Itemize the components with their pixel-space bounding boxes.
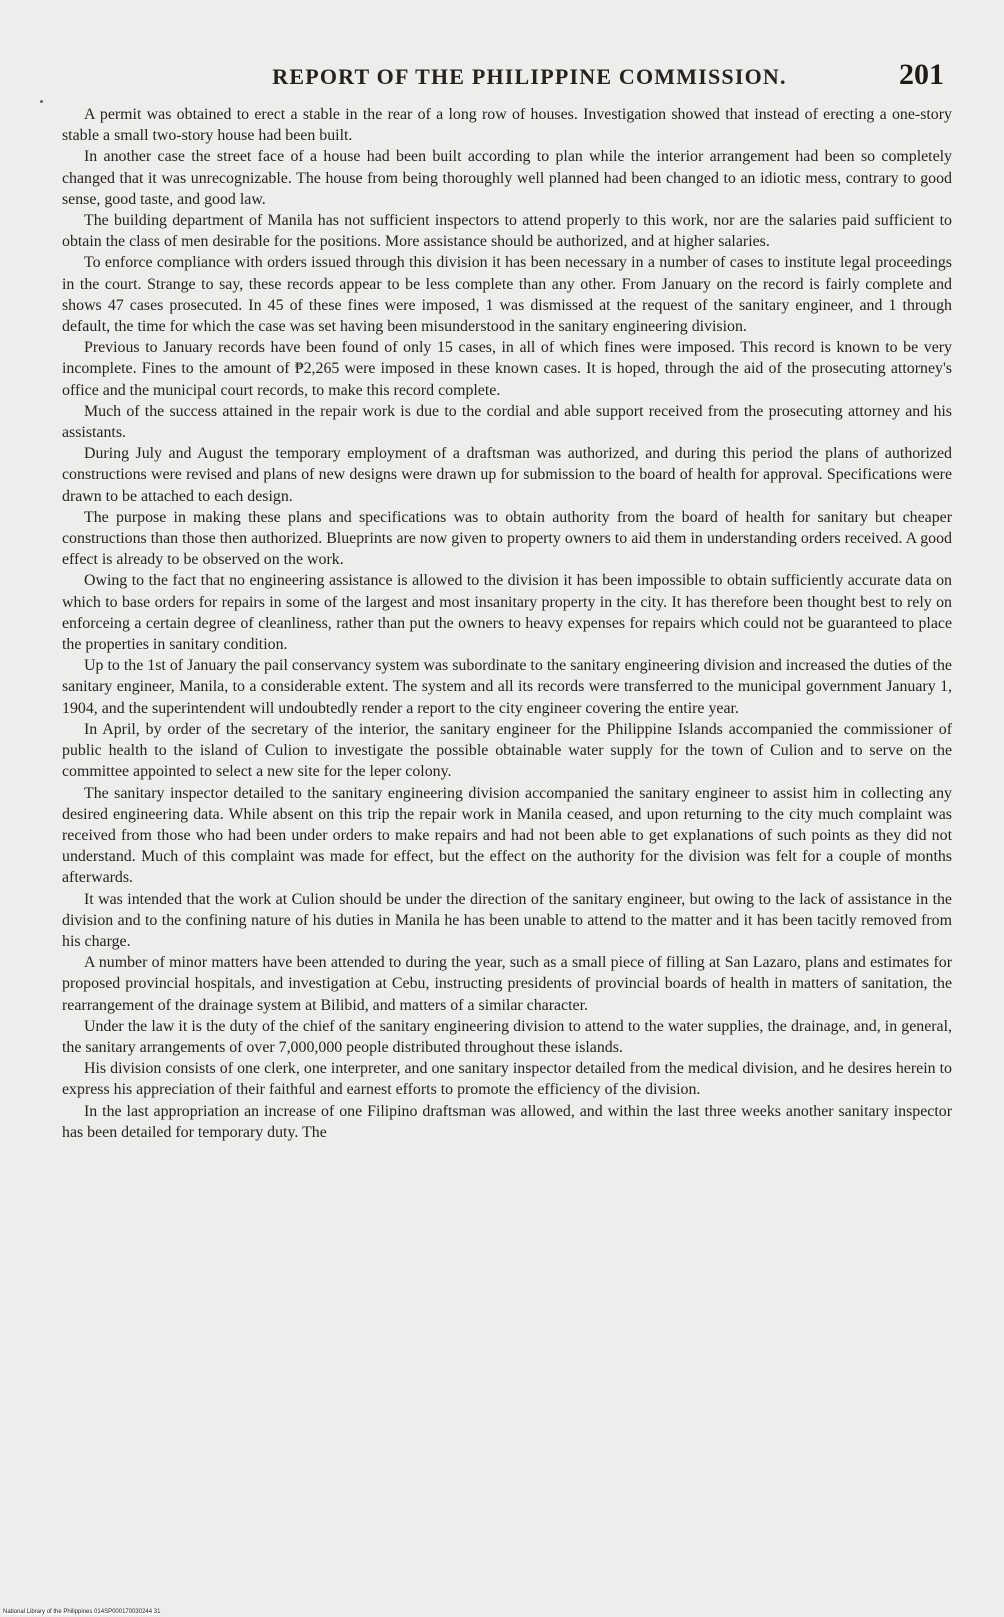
scan-speck (40, 100, 43, 103)
paragraph: The building department of Manila has not sufficient inspectors to attend properly to this work, nor are the salaries paid sufficient to obtain the class of men desirable for the positions. More assistance should be authorized, and at higher salaries. (62, 212, 952, 251)
paragraph: To enforce compliance with orders issued through this division it has been necessary in a number of cases to institute legal proceedings in the court. Strange to say, these records appear to be less complete than any other. From January on the record is fairly complete and shows 47 cases prosecuted. In 45 of these fines were imposed, 1 was dismissed at the request of the sanitary engineer, and 1 through default, the time for which the case was set having been misunderstood in the sanitary engineering division. (62, 254, 952, 336)
paragraph: His division consists of one clerk, one interpreter, and one sanitary inspector detailed from the medical division, and he desires herein to express his appreciation of their faithful and earnest efforts to promote the efficiency of the division. (62, 1060, 952, 1099)
paragraph: In the last appropriation an increase of one Filipino draftsman was allowed, and within the last three weeks another sanitary inspector has been detailed for temporary duty. The (62, 1102, 952, 1141)
paragraph: During July and August the temporary employment of a draftsman was authorized, and during this period the plans of authorized constructions were revised and plans of new designs were drawn up for submission to the board of health for approval. Specifications were drawn to be attached to each design. (62, 445, 952, 505)
scan-footer-label: National Library of the Philippines 014SP000170030244 31 (3, 1609, 161, 1615)
body-text (62, 104, 952, 1143)
paragraph: In another case the street face of a house had been built according to plan while the interior arrangement had been so completely changed that it was unrecognizable. The house from being thoroughly well planned had been changed to an idiotic mess, contrary to good sense, good taste, and good law. (62, 148, 952, 208)
running-header (100, 58, 944, 98)
paragraph: It was intended that the work at Culion should be under the direction of the sanitary engineer, but owing to the lack of assistance in the division and to the confining nature of his duties in Manila he has been unable to attend to the matter and it has been tacitly removed from his charge. (62, 890, 952, 950)
paragraph: The purpose in making these plans and specifications was to obtain authority from the board of health for sanitary but cheaper constructions than those then authorized. Blueprints are now given to property owners to aid them in understanding orders received. A good effect is already to be observed on the work. (62, 508, 952, 569)
paragraph: Much of the success attained in the repair work is due to the cordial and able support received from the prosecuting attorney and his assistants. (62, 402, 952, 442)
paragraph: Up to the 1st of January the pail conservancy system was subordinate to the sanitary engineering division and increased the duties of the sanitary engineer, Manila, to a considerable extent. The system and all its records were transferred to the municipal government January 1, 1904, and the superintendent will undoubtedly render a report to the city engineer covering the entire year. (62, 657, 952, 717)
paragraph: A number of minor matters have been attended to during the year, such as a small piece of filling at San Lazaro, plans and estimates for proposed provincial hospitals, and investigation at Cebu, instructing presidents of provincial boards of health in matters of sanitation, the rearrangement of the drainage system at Bilibid, and matters of a similar character. (62, 954, 952, 1014)
paragraph: Previous to January records have been found of only 15 cases, in all of which fines were imposed. This record is known to be very incomplete. Fines to the amount of ₱2,265 were imposed in these known cases. It is hoped, through the aid of the prosecuting attorney's office and the municipal court records, to make this record complete. (62, 339, 952, 399)
paragraph: The sanitary inspector detailed to the sanitary engineering division accompanied the sanitary engineer to assist him in collecting any desired engineering data. While absent on this trip the repair work in Manila ceased, and upon returning to the city much complaint was received from those who had been under orders to make repairs and had not been able to get explanations of such points as they did not understand. Much of this complaint was made for effect, but the effect on the authority for the division was felt for a couple of months afterwards. (62, 784, 952, 887)
paragraph: Owing to the fact that no engineering assistance is allowed to the division it has been impossible to obtain sufficiently accurate data on which to base orders for repairs in some of the largest and most insanitary property in the city. It has therefore been thought best to rely on enforceing a certain degree of cleanliness, rather than put the owners to heavy expenses for repairs which could not be guaranteed to place the properties in sanitary condition. (62, 572, 952, 654)
paragraph: A permit was obtained to erect a stable in the rear of a long row of houses. Investigation showed that instead of erecting a one-story stable a small two-story house had been built. (62, 106, 952, 145)
paragraph: In April, by order of the secretary of the interior, the sanitary engineer for the Philippine Islands accompanied the commissioner of public health to the island of Culion to investigate the possible obtainable water supply for the town of Culion and to serve on the committee appointed to select a new site for the leper colony. (62, 720, 952, 781)
page-header-title: REPORT OF THE PHILIPPINE COMMISSION. (272, 64, 787, 89)
page-number: 201 (899, 58, 944, 91)
paragraph: Under the law it is the duty of the chief of the sanitary engineering division to attend to the water supplies, the drainage, and, in general, the sanitary arrangements of over 7,000,000 people distributed throughout these islands. (62, 1017, 952, 1056)
